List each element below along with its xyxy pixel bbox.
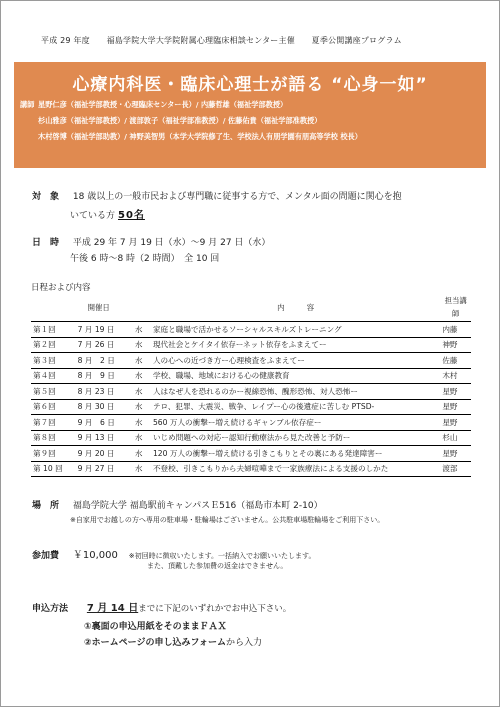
apply-line1-rest: までに下記のいずれかでお申込下さい。 bbox=[138, 604, 292, 614]
row-number: 第９回 bbox=[31, 446, 70, 462]
lecturer-line bbox=[20, 113, 482, 129]
row-lecturer: 内藤 bbox=[440, 322, 471, 338]
fee-note1: ※初回時に徴収いたします。一括納入でお願いいたします。 bbox=[128, 552, 316, 560]
lecturer-line-text: 木村啓博（福祉学部助教）/ 神野美智男（本学大学院修了生、学校法人有朋学園有朋高等学校 校長） bbox=[38, 132, 362, 141]
row-number: 第４回 bbox=[31, 368, 70, 384]
row-number: 第５回 bbox=[31, 384, 70, 400]
row-weekday: 水 bbox=[133, 384, 151, 400]
target-section bbox=[32, 189, 402, 202]
fee-amount: ￥10,000 bbox=[72, 550, 118, 561]
apply-option1 bbox=[84, 619, 227, 632]
header-lecturer: 担当講師 bbox=[440, 293, 471, 322]
header-year: 平成 29 年度 bbox=[41, 36, 90, 45]
row-date: 7 月 19 日 bbox=[70, 322, 133, 338]
row-lecturer: 渡部 bbox=[440, 461, 471, 477]
row-topic: 不登校、引きこもりから夫婦喧嘩まで一家族療法による支援のしかた bbox=[151, 461, 440, 477]
row-date: 8 月 2 日 bbox=[70, 353, 133, 369]
schedule-row bbox=[31, 415, 471, 431]
dates-line2: 午後 6 時～8 時（2 時間） 全 10 回 bbox=[70, 254, 220, 264]
row-lecturer: 星野 bbox=[440, 415, 471, 431]
lecturer-list bbox=[20, 97, 482, 145]
schedule-row bbox=[31, 446, 471, 462]
row-date: 7 月 26 日 bbox=[70, 337, 133, 353]
schedule-row bbox=[31, 322, 471, 338]
row-topic: テロ、犯罪、大震災、戦争、レイプー心の後遺症に苦しむ PTSD- bbox=[151, 399, 440, 415]
apply-option1-text: ①裏面の申込用紙をそのままＦＡＸ bbox=[84, 622, 227, 632]
lecturer-line bbox=[20, 97, 482, 113]
row-weekday: 水 bbox=[133, 368, 151, 384]
row-weekday: 水 bbox=[133, 430, 151, 446]
row-number: 第８回 bbox=[31, 430, 70, 446]
schedule-row bbox=[31, 399, 471, 415]
row-lecturer: 杉山 bbox=[440, 430, 471, 446]
schedule-body bbox=[31, 322, 471, 477]
row-topic: 学校、職場、地域における心の健康教育 bbox=[151, 368, 440, 384]
schedule-row bbox=[31, 337, 471, 353]
header-line bbox=[41, 35, 416, 46]
row-date: 9 月 27 日 bbox=[70, 461, 133, 477]
venue-note: ※自家用でお越しの方へ専用の駐車場・駐輪場はございません。公共駐車場駐輪場をご利用下さい。 bbox=[70, 516, 385, 524]
row-topic: いじめ問題への対応ー認知行動療法から見た改善と予防ー bbox=[151, 430, 440, 446]
row-weekday: 水 bbox=[133, 415, 151, 431]
lecturer-line bbox=[20, 129, 482, 145]
row-date: 9 月 20 日 bbox=[70, 446, 133, 462]
header-topic: 内 容 bbox=[151, 293, 440, 322]
schedule-row bbox=[31, 353, 471, 369]
lecturer-line-text: 杉山雅彦（福祉学部教授）/ 渡部敦子（福祉学部准教授）/ 佐藤佑貴（福祉学部准教授） bbox=[38, 116, 322, 125]
target-line1: 18 歳以上の一般市民および専門職に従事する方で、メンタル面の問題に関心を抱 bbox=[72, 192, 402, 202]
row-topic: 120 万人の衝撃ー増え続ける引きこもりとその裏にある発達障害ー bbox=[151, 446, 440, 462]
target-label: 対 象 bbox=[32, 192, 60, 202]
fee-label: 参加費 bbox=[32, 551, 60, 561]
row-date: 8 月 30 日 bbox=[70, 399, 133, 415]
row-date: 8 月 23 日 bbox=[70, 384, 133, 400]
row-topic: 560 万人の衝撃ー増え続けるギャンブル依存症ー bbox=[151, 415, 440, 431]
apply-deadline: 7 月 14 日 bbox=[86, 603, 139, 614]
apply-label: 申込方法 bbox=[32, 604, 69, 614]
header-date: 開催日 bbox=[70, 293, 151, 322]
schedule-row bbox=[31, 368, 471, 384]
apply-option2-rest: から入力 bbox=[226, 638, 263, 648]
apply-option2 bbox=[84, 635, 262, 648]
row-number: 第 10 回 bbox=[31, 461, 70, 477]
row-lecturer: 星野 bbox=[440, 399, 471, 415]
row-weekday: 水 bbox=[133, 461, 151, 477]
lecturer-label: 講師 bbox=[20, 100, 35, 109]
banner-title: 心療内科医・臨床心理士が語る “心身一如” bbox=[72, 75, 428, 95]
row-weekday: 水 bbox=[133, 353, 151, 369]
row-lecturer: 佐藤 bbox=[440, 353, 471, 369]
row-topic: 現代社会とケイタイ依存ーネット依存をふまえてー bbox=[151, 337, 440, 353]
title-banner bbox=[14, 62, 486, 168]
apply-section bbox=[32, 599, 291, 614]
schedule-row bbox=[31, 384, 471, 400]
row-topic: 人はなぜ人を恐れるのかー視線恐怖、醜形恐怖、対人恐怖ー bbox=[151, 384, 440, 400]
row-lecturer: 星野 bbox=[440, 384, 471, 400]
row-weekday: 水 bbox=[133, 446, 151, 462]
schedule-row bbox=[31, 461, 471, 477]
lecturer-line-text: 星野仁彦（福祉学部教授・心理臨床センター長）/ 内藤哲雄（福祉学部教授） bbox=[38, 100, 288, 109]
row-weekday: 水 bbox=[133, 337, 151, 353]
row-topic: 家庭と職場で活かせるソーシャルスキルズトレーニング bbox=[151, 322, 440, 338]
row-number: 第７回 bbox=[31, 415, 70, 431]
row-lecturer: 木村 bbox=[440, 368, 471, 384]
target-capacity: 50名 bbox=[118, 210, 145, 221]
header-organizer: 福島学院大学大学院附属心理臨床相談センター主催 bbox=[106, 36, 295, 45]
venue-section bbox=[32, 498, 323, 511]
target-line2-row bbox=[70, 206, 145, 221]
row-weekday: 水 bbox=[133, 322, 151, 338]
venue-label: 場 所 bbox=[32, 501, 60, 511]
schedule-title: 日程および内容 bbox=[31, 283, 91, 293]
row-date: 9 月 6 日 bbox=[70, 415, 133, 431]
schedule-table bbox=[31, 293, 471, 477]
row-number: 第２回 bbox=[31, 337, 70, 353]
apply-option2-bold: ②ホームページの申し込みフォーム bbox=[84, 638, 226, 648]
dates-line1: 平成 29 年 7 月 19 日（水）～9 月 27 日（水） bbox=[72, 238, 271, 248]
schedule-header-row bbox=[31, 293, 471, 322]
row-number: 第３回 bbox=[31, 353, 70, 369]
row-date: 8 月 9 日 bbox=[70, 368, 133, 384]
row-topic: 人の心への近づき方ー心理検査をふまえてー bbox=[151, 353, 440, 369]
row-date: 9 月 13 日 bbox=[70, 430, 133, 446]
fee-note2: また、頂戴した参加費の返金はできません。 bbox=[147, 562, 288, 570]
target-line2: いている方 bbox=[70, 211, 116, 221]
row-weekday: 水 bbox=[133, 399, 151, 415]
dates-label: 日 時 bbox=[32, 238, 60, 248]
row-lecturer: 星野 bbox=[440, 446, 471, 462]
row-lecturer: 神野 bbox=[440, 337, 471, 353]
venue-line1: 福島学院大学 福島駅前キャンパスＥ516（福島市本町 2-10） bbox=[72, 501, 323, 511]
row-number: 第１回 bbox=[31, 322, 70, 338]
fee-section bbox=[32, 546, 316, 561]
dates-section bbox=[32, 235, 270, 248]
row-number: 第６回 bbox=[31, 399, 70, 415]
schedule-row bbox=[31, 430, 471, 446]
header-program: 夏季公開講座プログラム bbox=[311, 36, 402, 45]
